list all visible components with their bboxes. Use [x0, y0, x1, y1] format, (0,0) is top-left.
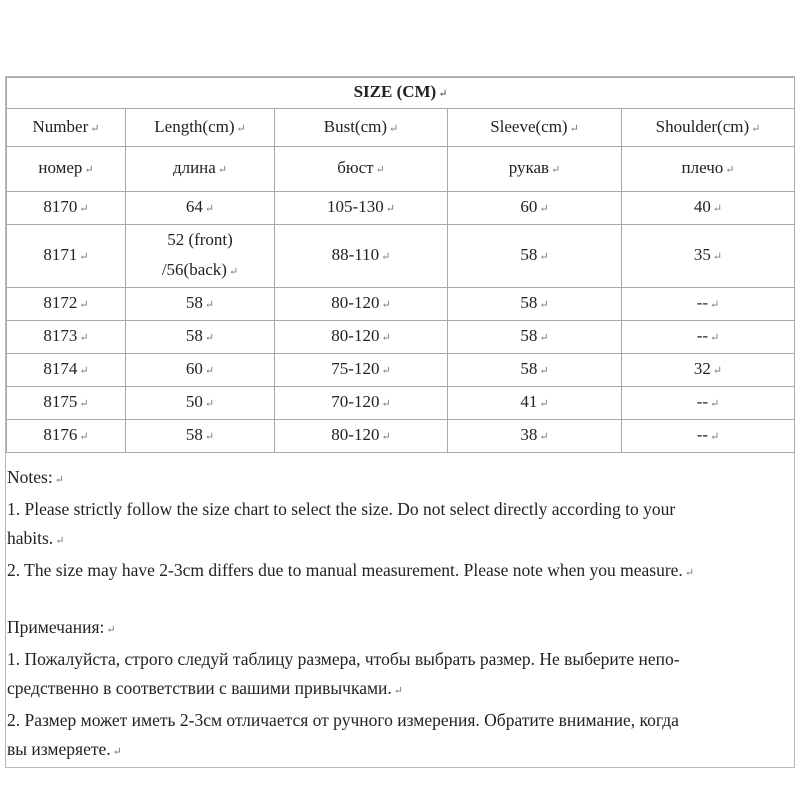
cell-bust [275, 354, 448, 387]
cell-text: 8176 [43, 425, 78, 444]
notes-section [6, 463, 792, 767]
cell-bust [275, 225, 448, 288]
cell-length [126, 192, 275, 225]
table-row [7, 321, 795, 354]
paragraph-mark: ↵ [539, 398, 549, 410]
cell-shoulder [622, 192, 795, 225]
paragraph-mark: ↵ [712, 251, 723, 263]
cell-bust [275, 192, 448, 225]
cell-text: 80-120 [331, 425, 380, 444]
cell-number [7, 420, 126, 453]
cell-sleeve [448, 321, 622, 354]
header-number-ru: номер [38, 158, 83, 177]
cell-text: 8173 [43, 326, 78, 345]
cell-text: 38 [520, 425, 538, 444]
paragraph-mark: ↵ [725, 164, 735, 176]
paragraph-mark: ↵ [79, 332, 89, 344]
note-text: 2. Размер может иметь 2-3см отличается от ручного измерения. Обратите внимание, когда [7, 710, 679, 730]
cell-sleeve [448, 420, 622, 453]
header-cell [7, 109, 126, 147]
header-cell [275, 147, 448, 192]
header-sleeve-ru: рукав [508, 158, 550, 177]
table-title [7, 78, 795, 109]
cell-sleeve [448, 354, 622, 387]
note-ru-2-cont [6, 735, 792, 767]
cell-text: 80-120 [331, 326, 380, 345]
paragraph-mark: ↵ [79, 365, 89, 377]
paragraph-mark: ↵ [90, 122, 100, 135]
paragraph-mark: ↵ [204, 431, 215, 443]
cell-text: 50 [185, 392, 203, 411]
table-row [7, 354, 795, 387]
size-chart-sheet [5, 76, 795, 768]
notes-heading-text: Примечания: [7, 617, 105, 637]
note-text: habits. [7, 528, 54, 548]
cell-number [7, 354, 126, 387]
paragraph-mark: ↵ [204, 299, 215, 311]
cell-text: 8174 [43, 359, 78, 378]
cell-shoulder [622, 387, 795, 420]
cell-text: 8170 [43, 197, 78, 216]
note-text: вы измеряете. [7, 739, 111, 759]
header-length: Length(cm) [154, 116, 235, 136]
note-ru-1-cont [6, 674, 792, 706]
paragraph-mark: ↵ [381, 365, 391, 377]
paragraph-mark: ↵ [539, 299, 549, 311]
paragraph-mark: ↵ [539, 203, 549, 215]
note-ru-2 [6, 706, 792, 735]
paragraph-mark: ↵ [375, 164, 385, 176]
paragraph-mark: ↵ [393, 685, 403, 697]
paragraph-mark: ↵ [438, 88, 448, 100]
paragraph-mark: ↵ [204, 203, 215, 215]
header-cell [622, 147, 795, 192]
paragraph-mark: ↵ [79, 398, 89, 410]
cell-text: -- [696, 293, 709, 312]
cell-text: -- [696, 425, 709, 444]
cell-shoulder [622, 225, 795, 288]
paragraph-mark: ↵ [204, 332, 215, 344]
cell-shoulder [622, 354, 795, 387]
table-row [7, 192, 795, 225]
paragraph-mark: ↵ [228, 266, 239, 278]
cell-text: 88-110 [331, 245, 380, 264]
header-shoulder: Shoulder(cm) [655, 116, 750, 136]
cell-text: 52 (front) [167, 230, 233, 249]
cell-text: /56(back) [161, 260, 227, 279]
cell-sleeve [448, 225, 622, 288]
paragraph-mark: ↵ [381, 398, 391, 410]
cell-sleeve [448, 387, 622, 420]
paragraph-mark: ↵ [710, 332, 720, 344]
paragraph-mark: ↵ [539, 251, 549, 263]
paragraph-mark: ↵ [106, 624, 116, 636]
header-length-ru: длина [172, 158, 216, 177]
paragraph-mark: ↵ [389, 122, 399, 135]
cell-text: 70-120 [331, 392, 380, 411]
paragraph-mark: ↵ [381, 431, 391, 443]
note-en-2 [6, 556, 792, 588]
paragraph-mark: ↵ [710, 431, 720, 443]
paragraph-mark: ↵ [79, 431, 89, 443]
paragraph-mark: ↵ [710, 299, 720, 311]
notes-heading-ru [6, 613, 792, 645]
cell-length [126, 354, 275, 387]
paragraph-mark: ↵ [112, 746, 122, 758]
header-row-en [7, 109, 795, 147]
title-row [7, 78, 795, 109]
cell-text: -- [696, 326, 709, 345]
paragraph-mark: ↵ [684, 567, 695, 579]
cell-text: 105-130 [327, 197, 384, 216]
cell-text: 32 [693, 359, 711, 378]
cell-text: 8175 [43, 392, 78, 411]
cell-shoulder [622, 321, 795, 354]
note-text: 1. Please strictly follow the size chart to select the size. Do not select directly according to your [7, 499, 676, 519]
cell-text: 40 [693, 197, 711, 216]
cell-number [7, 192, 126, 225]
cell-text: 60 [520, 197, 538, 216]
paragraph-mark: ↵ [385, 203, 395, 215]
paragraph-mark: ↵ [84, 164, 94, 176]
table-row [7, 387, 795, 420]
note-text: средственно в соответствии с вашими привычками. [7, 678, 392, 698]
cell-text: -- [696, 392, 709, 411]
cell-length [126, 288, 275, 321]
paragraph-mark: ↵ [217, 164, 228, 176]
paragraph-mark: ↵ [569, 122, 579, 135]
notes-heading-en [6, 463, 792, 495]
note-en-1 [6, 495, 792, 524]
table-row [7, 225, 795, 288]
paragraph-mark: ↵ [381, 299, 391, 311]
cell-shoulder [622, 420, 795, 453]
header-bust: Bust(cm) [323, 116, 388, 136]
cell-text: 58 [520, 293, 538, 312]
cell-text: 41 [520, 392, 538, 411]
cell-text: 35 [693, 245, 711, 264]
paragraph-mark: ↵ [381, 251, 391, 263]
cell-number [7, 288, 126, 321]
header-number: Number [32, 116, 89, 136]
cell-length [126, 321, 275, 354]
cell-text: 58 [185, 293, 203, 312]
paragraph-mark: ↵ [539, 365, 549, 377]
cell-bust [275, 321, 448, 354]
header-sleeve: Sleeve(cm) [490, 116, 568, 136]
note-en-1-cont [6, 524, 792, 556]
cell-shoulder [622, 288, 795, 321]
header-cell [275, 109, 448, 147]
header-bust-ru: бюст [337, 158, 374, 177]
cell-bust [275, 387, 448, 420]
paragraph-mark: ↵ [236, 122, 246, 135]
cell-text: 58 [185, 326, 203, 345]
cell-text: 8171 [43, 245, 78, 264]
paragraph-mark: ↵ [539, 332, 549, 344]
cell-number [7, 387, 126, 420]
cell-bust [275, 288, 448, 321]
header-cell [126, 147, 275, 192]
notes-spacer [6, 588, 792, 613]
paragraph-mark: ↵ [712, 203, 723, 215]
header-cell [448, 147, 622, 192]
notes-heading-text: Notes: [7, 467, 53, 487]
note-ru-1 [6, 645, 792, 674]
note-text: 1. Пожалуйста, строго следуй таблицу размера, чтобы выбрать размер. Не выберите непо- [7, 649, 680, 669]
paragraph-mark: ↵ [204, 365, 215, 377]
cell-text: 58 [520, 359, 538, 378]
cell-bust [275, 420, 448, 453]
paragraph-mark: ↵ [551, 164, 561, 176]
size-table [6, 77, 795, 453]
cell-number [7, 225, 126, 288]
paragraph-mark: ↵ [381, 332, 391, 344]
cell-text: 58 [520, 326, 538, 345]
paragraph-mark: ↵ [79, 203, 89, 215]
paragraph-mark: ↵ [54, 474, 64, 486]
cell-length [126, 420, 275, 453]
paragraph-mark: ↵ [539, 431, 549, 443]
header-cell [126, 109, 275, 147]
header-cell [448, 109, 622, 147]
cell-text: 80-120 [331, 293, 380, 312]
cell-length [126, 387, 275, 420]
cell-sleeve [448, 192, 622, 225]
paragraph-mark: ↵ [79, 299, 89, 311]
title-text: SIZE (CM) [353, 82, 437, 101]
cell-text: 58 [520, 245, 538, 264]
table-row [7, 420, 795, 453]
cell-text: 60 [185, 359, 203, 378]
header-row-ru [7, 147, 795, 192]
header-cell [622, 109, 795, 147]
cell-text: 75-120 [331, 359, 380, 378]
cell-number [7, 321, 126, 354]
note-text: 2. The size may have 2-3cm differs due to manual measurement. Please note when you measure. [7, 560, 683, 580]
table-row [7, 288, 795, 321]
cell-length [126, 225, 275, 288]
paragraph-mark: ↵ [751, 122, 761, 135]
cell-text: 58 [185, 425, 203, 444]
cell-sleeve [448, 288, 622, 321]
cell-text: 64 [185, 197, 203, 216]
header-shoulder-ru: плечо [681, 158, 724, 177]
paragraph-mark: ↵ [204, 398, 215, 410]
paragraph-mark: ↵ [710, 398, 720, 410]
paragraph-mark: ↵ [79, 251, 89, 263]
cell-text: 8172 [43, 293, 78, 312]
paragraph-mark: ↵ [55, 535, 65, 547]
header-cell [7, 147, 126, 192]
paragraph-mark: ↵ [712, 365, 723, 377]
